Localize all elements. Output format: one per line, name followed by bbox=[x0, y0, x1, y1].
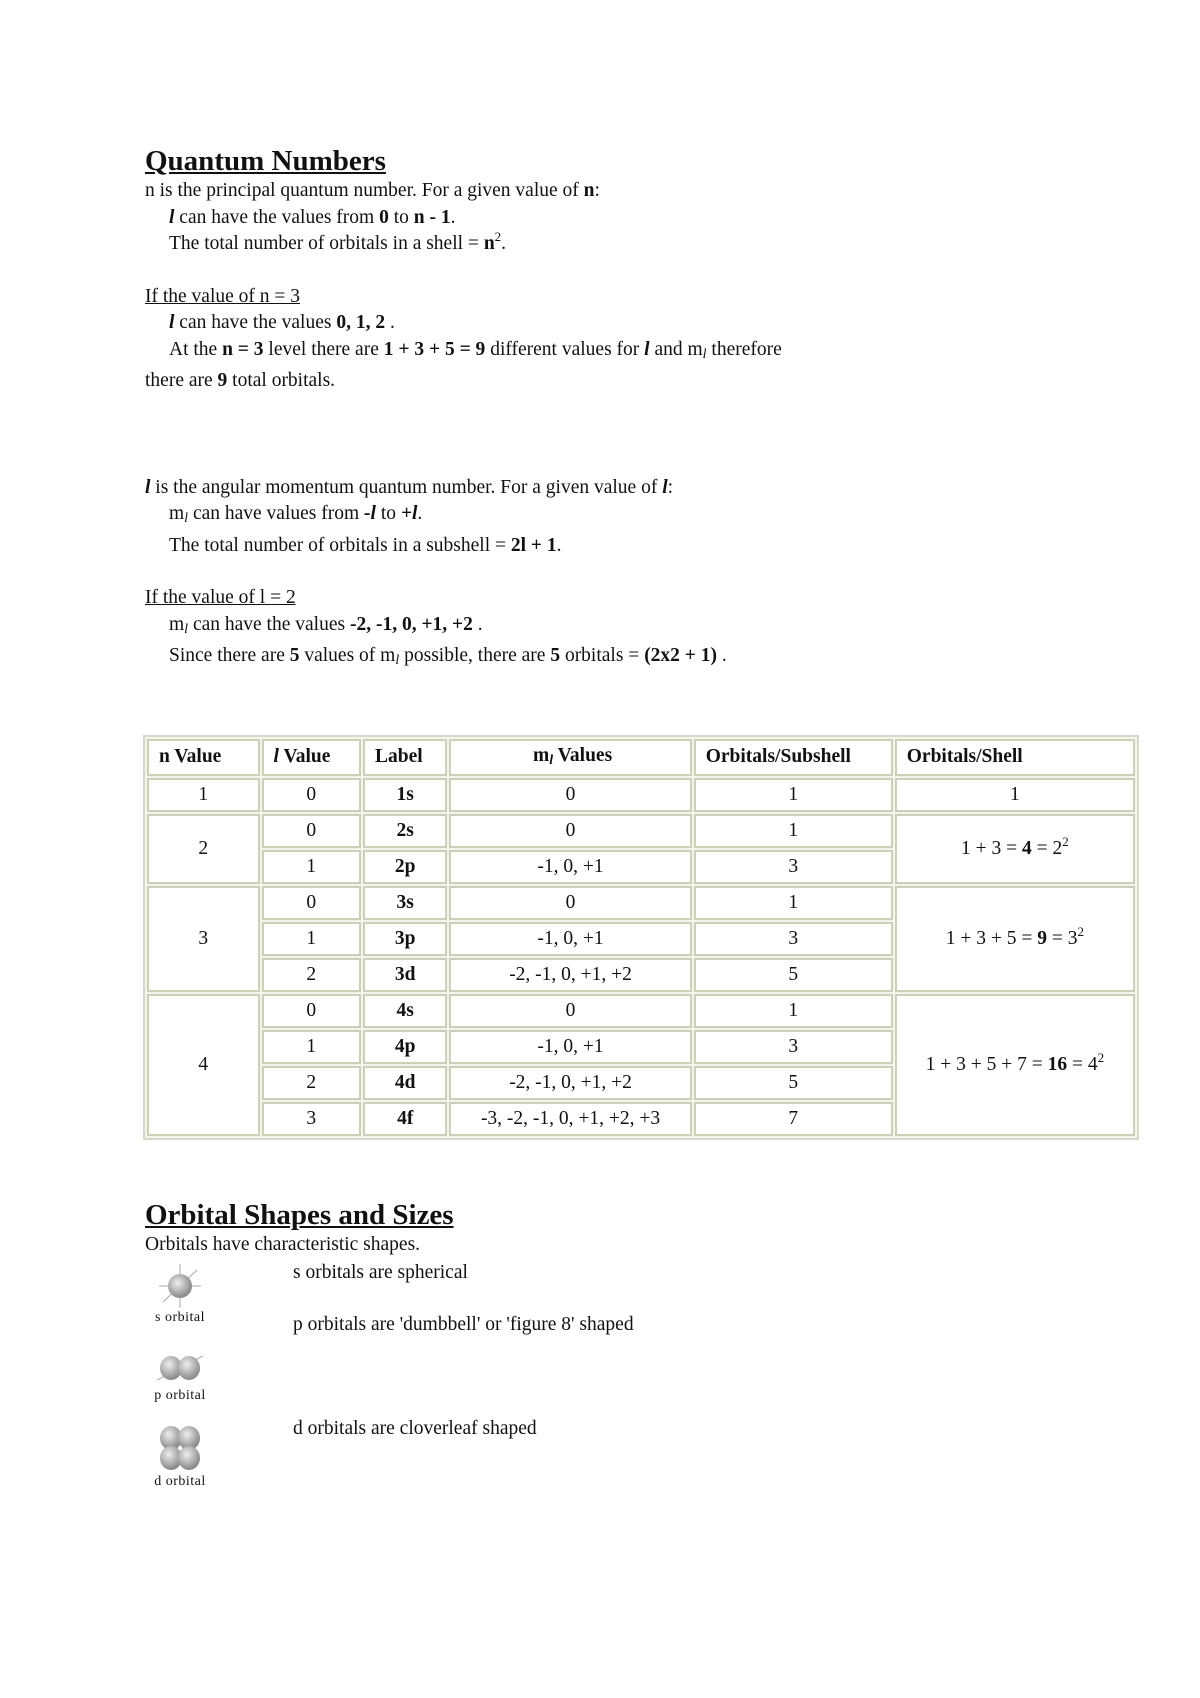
table-header-row bbox=[147, 739, 1135, 776]
subshell-total-line: The total number of orbitals in a subshell = 2l + 1. bbox=[169, 534, 562, 556]
example-n3-heading: If the value of n = 3 bbox=[145, 285, 301, 307]
shell-total-line: The total number of orbitals in a shell = $n^2$. bbox=[169, 229, 507, 254]
ml-range-line: $m_l$ can have values from -l to +l. bbox=[169, 503, 423, 526]
section-title-quantum-numbers: Quantum Numbers bbox=[145, 145, 386, 177]
table-row: 4 0 4s 0 1 $1 + 3 + 5 + 7 = 16 = 4^2$ bbox=[147, 994, 1135, 1028]
p-orbital-figure bbox=[145, 1348, 215, 1404]
header-l-value: l Value bbox=[262, 739, 362, 776]
example-total-orbitals-line: there are 9 total orbitals. bbox=[145, 370, 336, 391]
p-orbital-text: p orbitals are 'dumbbell' or 'figure 8' shaped bbox=[293, 1314, 634, 1335]
d-orbital-text: d orbitals are cloverleaf shaped bbox=[293, 1418, 537, 1439]
d-orbital-caption: d orbital bbox=[154, 1474, 206, 1489]
header-orbitals-shell: Orbitals/Shell bbox=[895, 739, 1135, 776]
p-orbital-icon bbox=[153, 1348, 207, 1388]
table-row: 1 4p -1, 0, +1 3 bbox=[147, 1030, 1135, 1064]
orbital-intro-line: Orbitals have characteristic shapes. bbox=[145, 1233, 421, 1255]
header-n-value: n Value bbox=[147, 739, 260, 776]
header-ml-values: $m_l$ Values bbox=[449, 739, 691, 776]
example-since-line: Since there are 5 values of $m_l$ possible, there are 5 orbitals = (2x2 + 1) . bbox=[169, 645, 727, 668]
s-orbital-icon bbox=[155, 1262, 205, 1310]
table-row: 2 0 2s 0 1 $1 + 3 = 4 = 2^2$ bbox=[147, 814, 1135, 848]
section-title-orbital-shapes: Orbital Shapes and Sizes bbox=[145, 1198, 454, 1231]
s-orbital-figure bbox=[145, 1262, 215, 1326]
orbital-shapes-list bbox=[145, 1258, 1145, 1578]
shell-2-total: $1 + 3 = 4 = 2^2$ bbox=[895, 814, 1135, 884]
table-row: 2 3d -2, -1, 0, +1, +2 5 bbox=[147, 958, 1135, 992]
header-label: Label bbox=[363, 739, 447, 776]
table-row: 2 4d -2, -1, 0, +1, +2 5 bbox=[147, 1066, 1135, 1100]
table-row: 1 2p -1, 0, +1 3 bbox=[147, 850, 1135, 884]
d-orbital-figure bbox=[145, 1422, 215, 1490]
document-page bbox=[145, 144, 1145, 1578]
table-row: 1 0 1s 0 1 1 bbox=[147, 778, 1135, 812]
s-orbital-text: s orbitals are spherical bbox=[293, 1262, 468, 1283]
table-row: 1 3p -1, 0, +1 3 bbox=[147, 922, 1135, 956]
header-orbitals-subshell: Orbitals/Subshell bbox=[694, 739, 893, 776]
table-row: 3 4f -3, -2, -1, 0, +1, +2, +3 7 bbox=[147, 1102, 1135, 1136]
l-range-line: l can have the values from 0 to n - 1. bbox=[169, 206, 456, 228]
shell-3-total: $1 + 3 + 5 = 9 = 3^2$ bbox=[895, 886, 1135, 992]
n-intro-line: n is the principal quantum number. For a given value of n: bbox=[145, 180, 600, 201]
d-orbital-icon bbox=[153, 1422, 207, 1474]
s-orbital-caption: s orbital bbox=[155, 1310, 205, 1325]
p-orbital-caption: p orbital bbox=[154, 1388, 206, 1403]
example-l-values-line: l can have the values 0, 1, 2 . bbox=[169, 312, 395, 333]
example-l2-heading: If the value of l = 2 bbox=[145, 587, 296, 608]
l-intro-line: l is the angular momentum quantum number. For a given value of l: bbox=[145, 476, 674, 498]
shell-4-total: $1 + 3 + 5 + 7 = 16 = 4^2$ bbox=[895, 994, 1135, 1136]
example-n3-level-line: At the n = 3 level there are 1 + 3 + 5 = 9 different values for l and $m_l$ therefore bbox=[169, 338, 782, 362]
table-row: 3 0 3s 0 1 $1 + 3 + 5 = 9 = 3^2$ bbox=[147, 886, 1135, 920]
quantum-numbers-table bbox=[143, 735, 1139, 1140]
example-ml-values-line: $m_l$ can have the values -2, -1, 0, +1, +2 . bbox=[169, 613, 483, 637]
